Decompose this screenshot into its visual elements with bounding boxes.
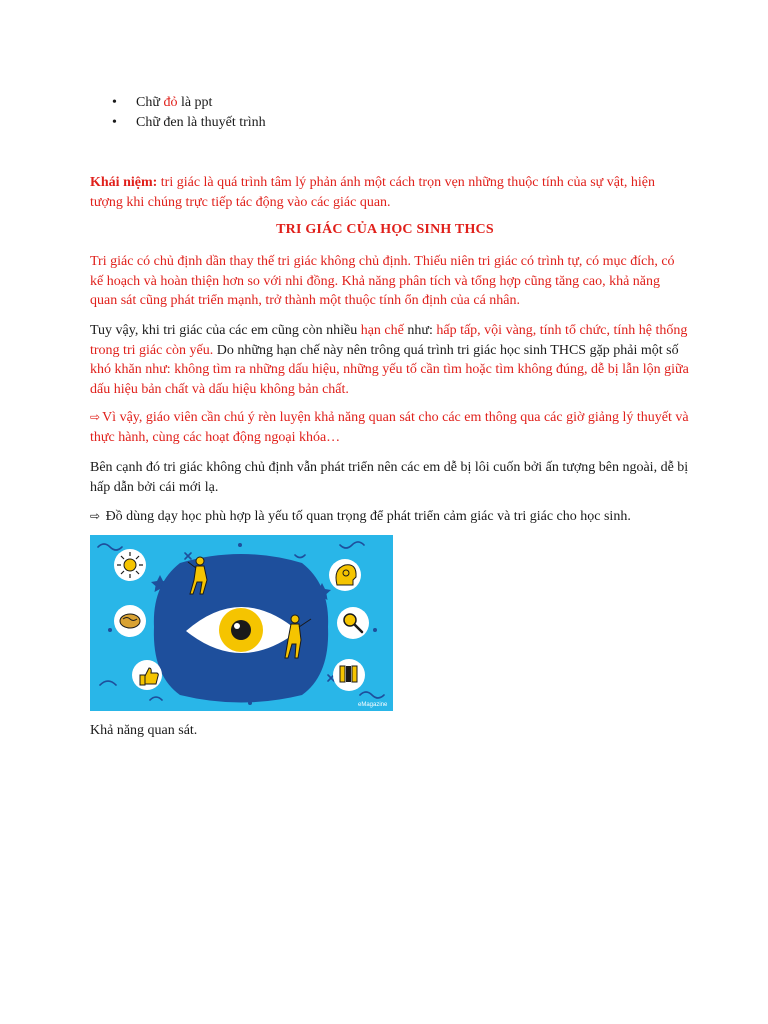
brain-icon [114,605,146,637]
concept-paragraph: Khái niệm: tri giác là quá trình tâm lý phản ánh một cách trọn vẹn những thuộc tính của sự vật, hiện tượng khi chúng trực tiếp tác động vào các giác quan. [90,175,655,210]
lightbulb-icon [114,549,146,581]
list-item: • Chữ đỏ là ppt [112,93,266,113]
concept-label: Khái niệm: [90,175,158,190]
paragraph-4: Bên cạnh đó tri giác không chủ định vẫn phát triển nên các em dễ bị lôi cuốn bởi ấn tượng bên ngoài, dễ bị hấp dẫn bởi cái mới lạ. [90,460,689,495]
image-caption: Khả năng quan sát. [90,723,198,738]
watermark: eMagazine [358,702,388,708]
paragraph-1: Tri giác có chủ định dần thay thế tri giác không chủ định. Thiếu niên tri giác có trình tự, có mục đích, có kế hoạch và hoàn thiện hơn so với nhi đồng. Khả năng phân tích và tổng hợp cũng tăng cao, khả năng quan sát cũng phát triển mạnh, trở thành một thuộc tính ổn định của cá nhân. [90,254,675,308]
illustration-svg [90,535,393,711]
section-heading: TRI GIÁC CỦA HỌC SINH THCS [276,222,494,237]
red-word: đỏ [163,95,178,110]
notes-bullet-list [112,93,266,133]
observation-illustration [90,535,393,711]
books-icon [333,659,365,691]
head-gear-icon [329,559,361,591]
thumbs-up-icon [132,660,162,690]
arrow-icon: ⇨ [90,410,101,424]
paragraph-3: ⇨ Vì vậy, giáo viên cần chú ý rèn luyện khả năng quan sát cho các em thông qua các giờ giảng lý thuyết và thực hành, cùng các hoạt động ngoại khóa… [90,410,689,445]
paragraph-5: ⇨ Đồ dùng dạy học phù hợp là yếu tố quan trọng để phát triển cảm giác và tri giác cho học sinh. [90,509,631,524]
list-item: • Chữ đen là thuyết trình [112,113,266,133]
paragraph-2: Tuy vậy, khi tri giác của các em cũng còn nhiều hạn chế như: hấp tấp, vội vàng, tính tổ chức, tính hệ thống trong tri giác còn yếu. Do những hạn chế này nên trông quá trình tri giác học sinh THCS gặp phải một số khó khăn như: không tìm ra những dấu hiệu, những yếu tố cần tìm hoặc tìm không đúng, dễ bị lẫn lộn giữa dấu hiệu bản chất và dấu hiệu không bản chất. [90,323,689,397]
arrow-icon: ⇨ [90,509,101,523]
magnifier-icon [337,607,369,639]
